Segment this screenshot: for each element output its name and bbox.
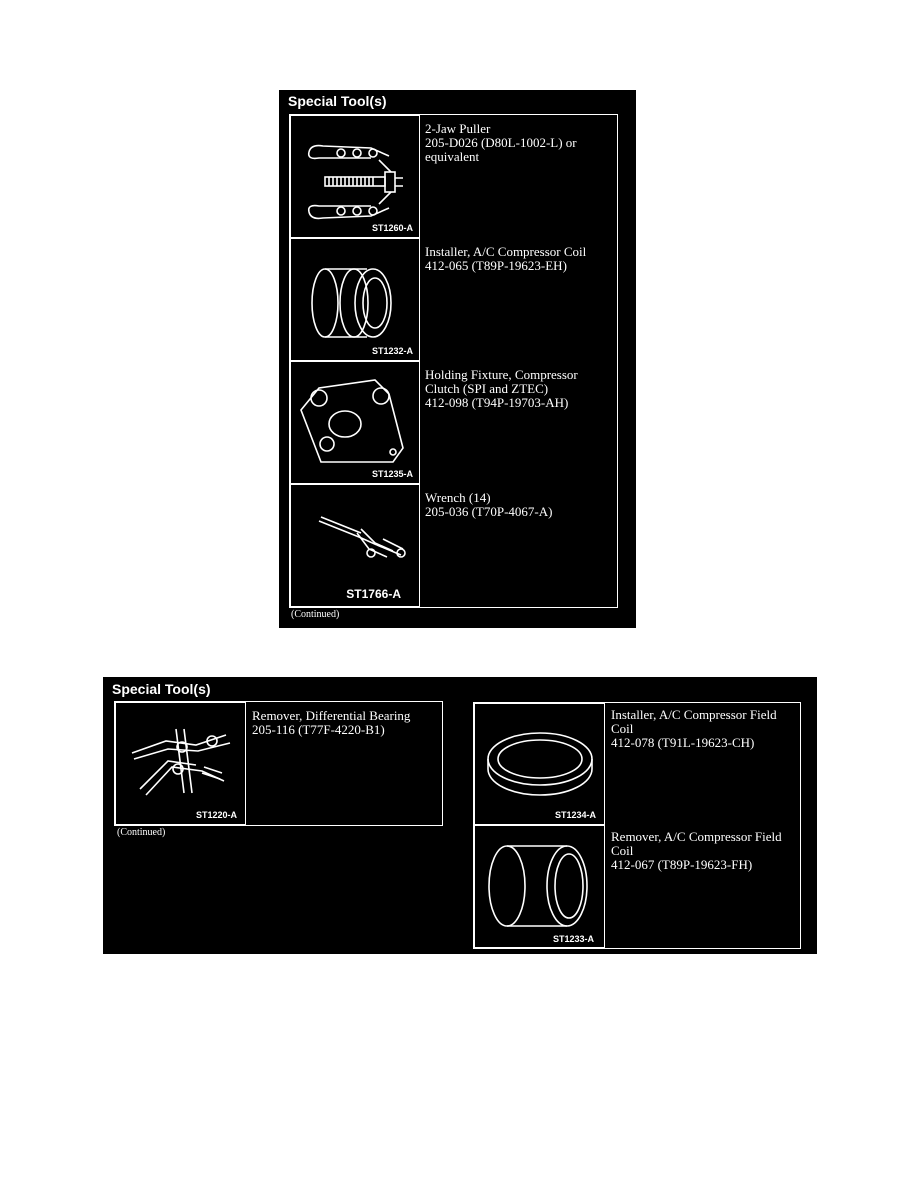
tool-description: Wrench (14) 205-036 (T70P-4067-A) <box>425 490 553 519</box>
special-tools-panel-top <box>279 90 636 628</box>
tools-table <box>289 114 618 608</box>
tool-description: Remover, Differential Bearing 205-116 (T77F-4220-B1) <box>252 708 411 737</box>
tool-code: ST1235-A <box>371 469 413 479</box>
wrench-icon <box>317 515 407 565</box>
coil-installer-icon <box>309 263 399 343</box>
tool-description: Installer, A/C Compressor Coil 412-065 (T89P-19623-EH) <box>425 244 587 273</box>
bearing-remover-icon <box>126 723 236 803</box>
tool-description: Installer, A/C Compressor Field Coil 412-078 (T91L-19623-CH) <box>611 707 777 750</box>
holding-fixture-icon <box>297 376 407 466</box>
tool-code: ST1232-A <box>371 346 413 356</box>
panel-title: Special Tool(s) <box>288 93 387 109</box>
tool-image-cell <box>115 702 246 825</box>
tool-image-cell <box>290 361 420 484</box>
tool-code: ST1766-A <box>346 587 401 601</box>
tool-image-cell <box>474 703 605 825</box>
tool-image-cell <box>290 484 420 607</box>
continued-note: (Continued) <box>117 827 166 838</box>
field-coil-installer-ring-icon <box>485 729 595 799</box>
tool-code: ST1234-A <box>554 810 596 820</box>
tool-code: ST1260-A <box>371 223 413 233</box>
tool-image-cell <box>290 238 420 361</box>
two-jaw-puller-icon <box>301 142 411 222</box>
tool-description: 2-Jaw Puller 205-D026 (D80L-1002-L) or equivalent <box>425 121 577 164</box>
tool-image-cell <box>290 115 420 238</box>
tools-table-left <box>114 701 443 826</box>
tool-description: Remover, A/C Compressor Field Coil 412-067 (T89P-19623-FH) <box>611 829 782 872</box>
tool-description: Holding Fixture, Compressor Clutch (SPI and ZTEC) 412-098 (T94P-19703-AH) <box>425 367 578 410</box>
tool-image-cell <box>474 825 605 948</box>
panel-title: Special Tool(s) <box>112 681 211 697</box>
tool-code: ST1233-A <box>552 934 594 944</box>
tool-code: ST1220-A <box>195 810 237 820</box>
field-coil-remover-icon <box>485 834 595 934</box>
tools-table-right <box>473 702 801 949</box>
continued-note: (Continued) <box>291 609 340 620</box>
special-tools-panel-bottom <box>103 677 817 954</box>
